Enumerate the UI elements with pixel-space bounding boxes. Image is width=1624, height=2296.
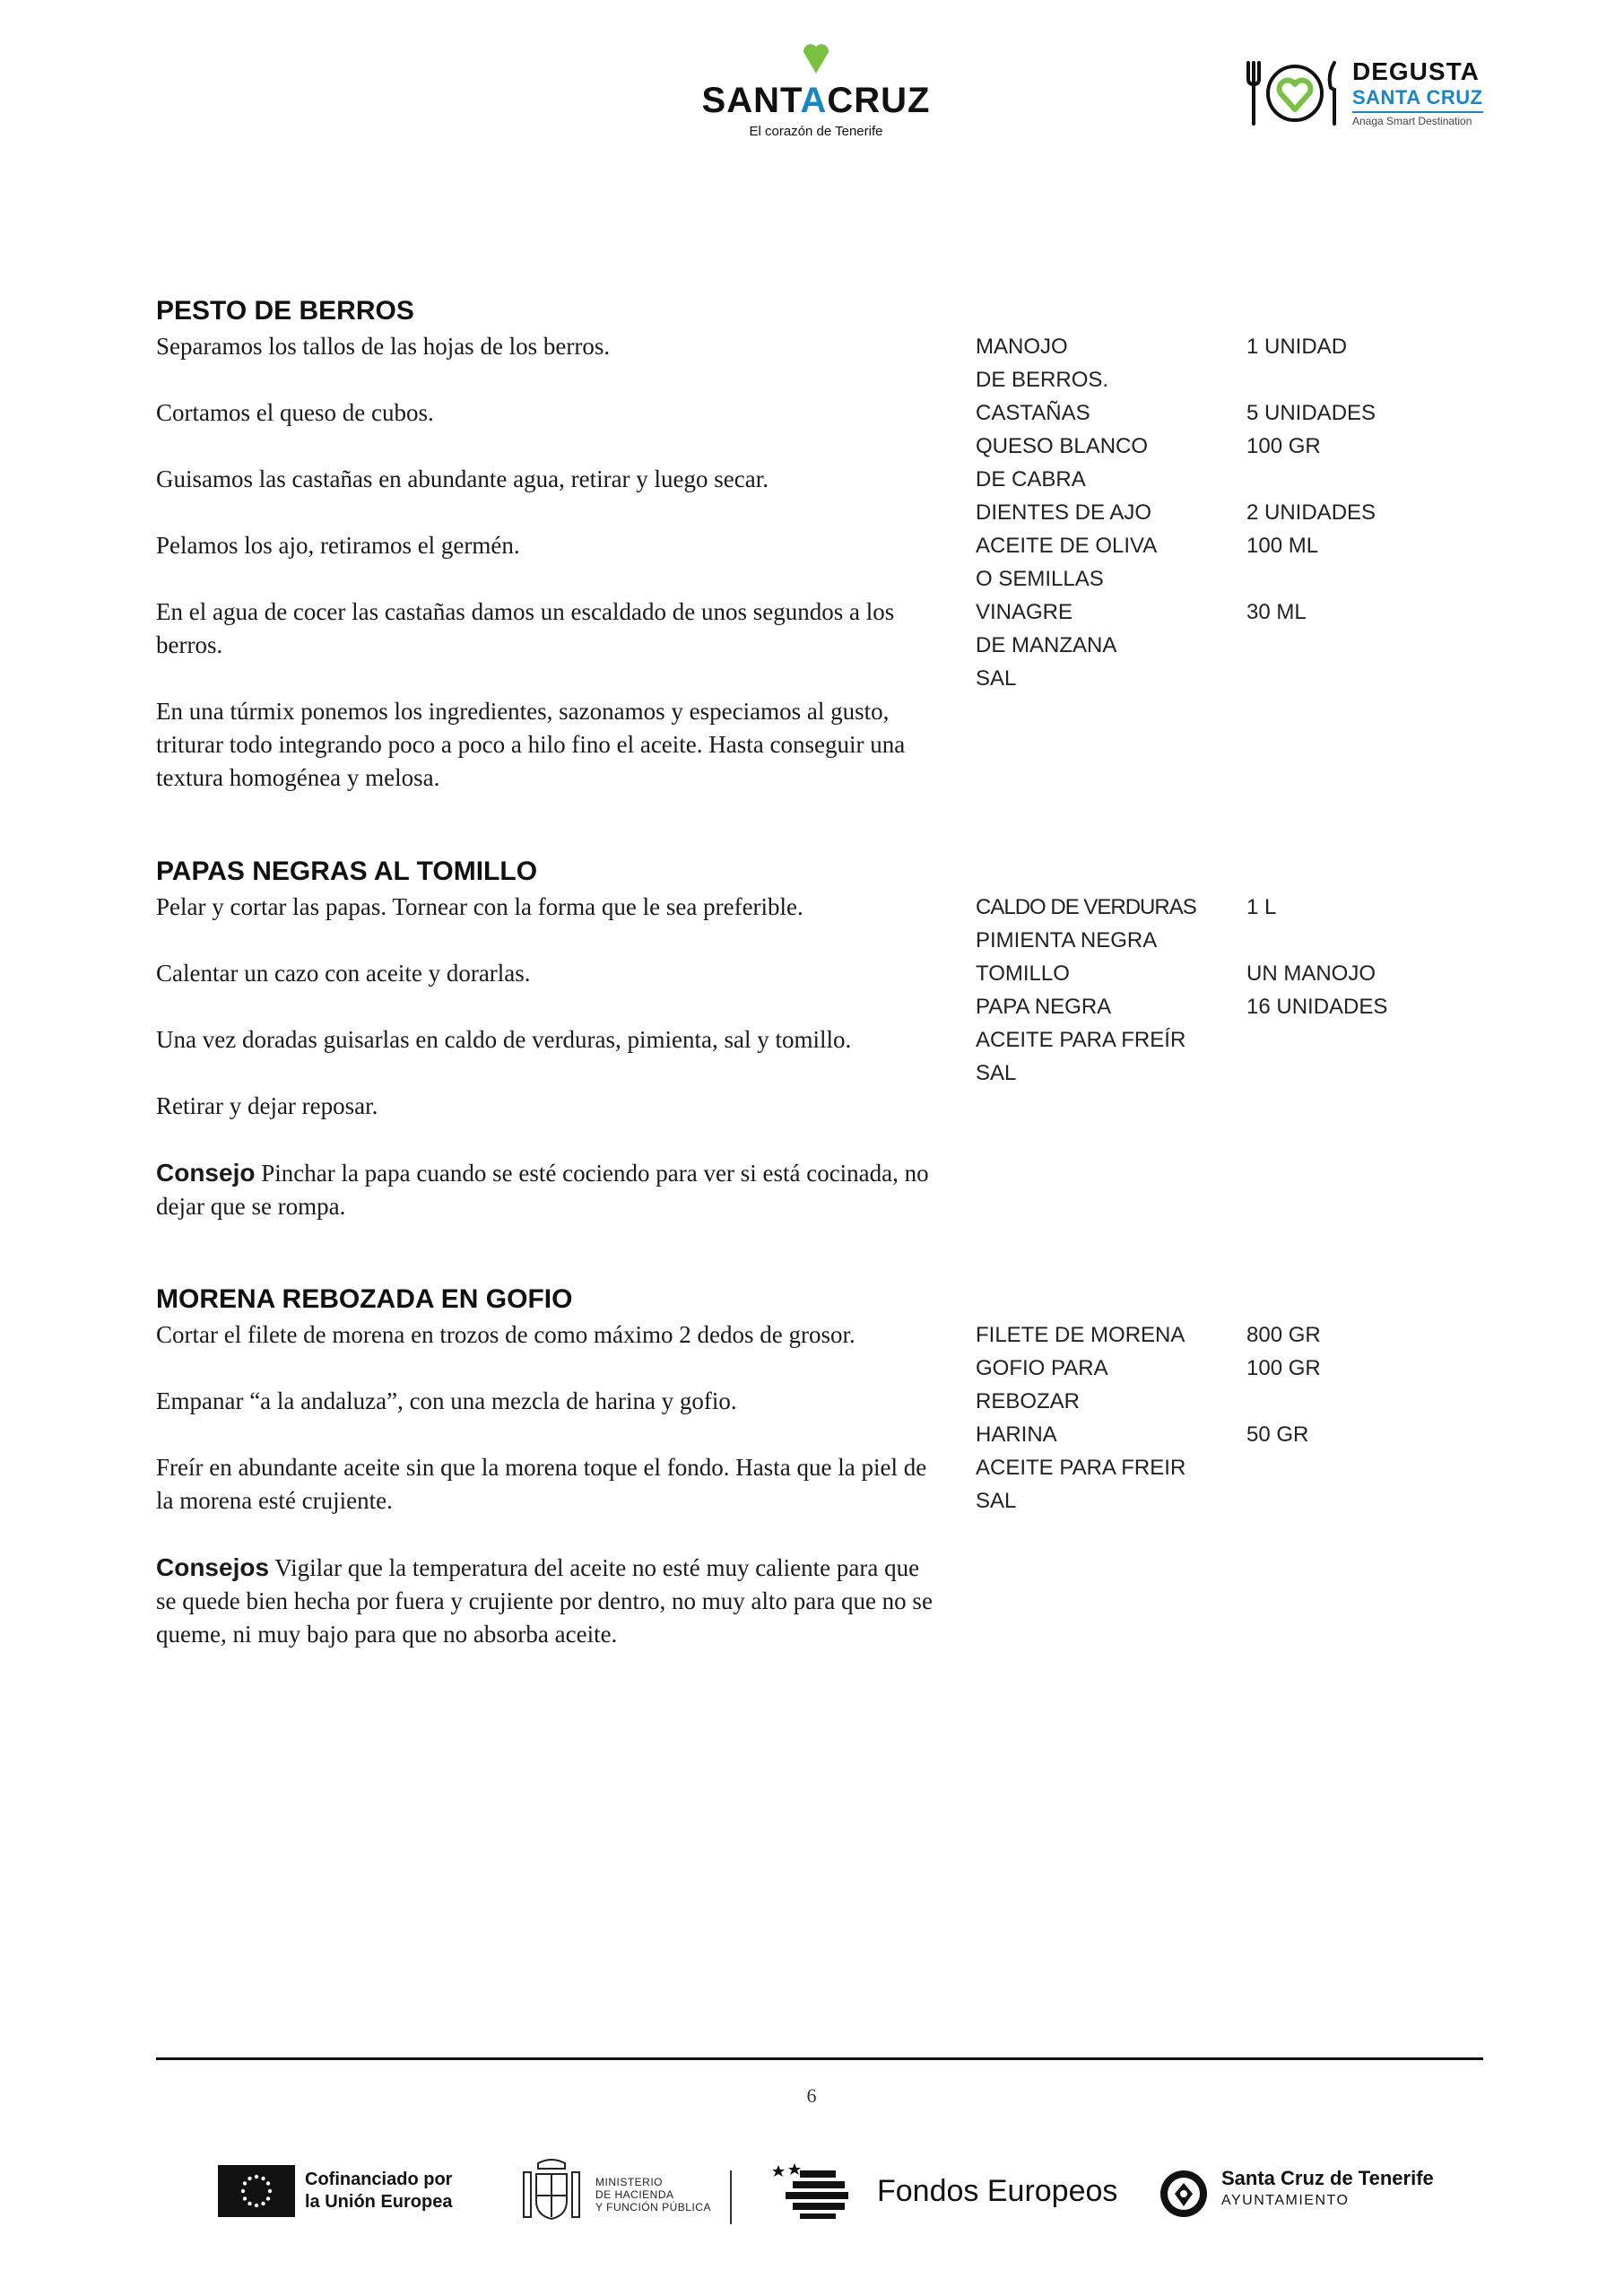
recipe-step: Separamos los tallos de las hojas de los berros. [156, 333, 611, 360]
ingredient-row [976, 396, 1478, 430]
tip-text: Vigilar que la temperatura del aceite no esté muy caliente para que se quede bien hecha por fuera y crujiente por dentro, no muy alto para que no se queme, ni muy bajo para que no absorba aceite. [156, 1554, 933, 1648]
ingredient-row [976, 662, 1478, 695]
recipe-steps [156, 891, 945, 1223]
ingredient-name: ACEITE PARA FREÍR [976, 1028, 1186, 1052]
ingredient-row [976, 957, 1478, 990]
recipe-step: En una túrmix ponemos los ingredientes, sazonamos y especiamos al gusto, triturar todo integrando poco a poco a hilo fino el aceite. Hasta conseguir una textura homogénea y melosa. [156, 698, 906, 791]
ingredient-row [976, 1385, 1478, 1418]
ingredient-qty: 30 ML [1246, 600, 1307, 624]
ingredient-qty [1246, 363, 1478, 396]
logo-divider [730, 2170, 732, 2224]
ingredient-row [976, 496, 1478, 529]
footer-divider [156, 2057, 1483, 2060]
ingredient-qty: 100 GR [1246, 1356, 1321, 1380]
ingredient-name: REBOZAR [976, 1389, 1081, 1413]
ingredient-row [976, 330, 1478, 363]
ingredient-row [976, 990, 1478, 1023]
tip-label: Consejo [156, 1159, 256, 1187]
recipe-title: MORENA REBOZADA EN GOFIO [156, 1284, 573, 1314]
recipe-step: Retirar y dejar reposar. [156, 1092, 378, 1119]
ingredient-qty [1246, 662, 1478, 695]
ingredient-qty: 1 L [1246, 895, 1277, 919]
ingredient-qty [1246, 924, 1478, 957]
degusta-subtitle: SANTA CRUZ [1352, 86, 1483, 109]
ingredient-name: TOMILLO [976, 961, 1070, 986]
ingredient-name: PAPA NEGRA [976, 995, 1112, 1019]
ingredient-row [976, 463, 1478, 496]
ingredient-name: SAL [976, 1489, 1017, 1513]
ingredient-qty: 1 UNIDAD [1246, 335, 1348, 359]
ingredient-list [976, 1318, 1478, 1518]
recipe-tip [156, 1551, 945, 1651]
ingredient-name: HARINA [976, 1422, 1057, 1447]
eu-cofinanced-text: Cofinanciado por la Unión Europea [305, 2170, 453, 2212]
ingredient-row [976, 1023, 1478, 1057]
ingredient-qty [1246, 562, 1478, 596]
ingredient-list [976, 891, 1478, 1090]
ingredient-list [976, 330, 1478, 695]
ingredient-row [976, 629, 1478, 662]
ingredient-row [976, 1484, 1478, 1518]
ingredient-qty: UN MANOJO [1246, 961, 1376, 986]
ingredient-qty [1246, 629, 1478, 662]
ayuntamiento-badge-icon [1159, 2169, 1209, 2219]
recipe-steps [156, 1318, 945, 1651]
ingredient-row [976, 1418, 1478, 1451]
fondos-europeos-text: Fondos Europeos [877, 2174, 1118, 2208]
ingredient-name: SAL [976, 1061, 1017, 1085]
ingredient-name: QUESO BLANCO [976, 434, 1149, 458]
ingredient-name: DE MANZANA [976, 633, 1117, 657]
ingredient-name: SAL [976, 666, 1017, 691]
ministry-text: MINISTERIO DE HACIENDA Y FUNCIÓN PÚBLICA [595, 2176, 711, 2213]
ingredient-row [976, 1352, 1478, 1385]
recipe-steps [156, 330, 945, 795]
tip-text: Pinchar la papa cuando se esté cociendo para ver si está cocinada, no dejar que se rompa. [156, 1160, 929, 1220]
ingredient-row [976, 924, 1478, 957]
santa-cruz-logo [699, 39, 933, 138]
ingredient-row [976, 1451, 1478, 1484]
degusta-tagline: Anaga Smart Destination [1352, 111, 1483, 126]
plate-cutlery-icon [1245, 57, 1345, 129]
recipe-step: Calentar un cazo con aceite y dorarlas. [156, 960, 531, 987]
ingredient-name: O SEMILLAS [976, 567, 1104, 591]
ingredient-row [976, 1057, 1478, 1090]
recipe-step: Cortamos el queso de cubos. [156, 399, 434, 426]
ingredient-name: FILETE DE MORENA [976, 1323, 1185, 1347]
spain-coat-of-arms-icon [520, 2156, 583, 2224]
ingredient-name: DE CABRA [976, 467, 1086, 491]
degusta-logo [1245, 57, 1496, 138]
ingredient-name: CASTAÑAS [976, 401, 1090, 425]
ingredient-row [976, 596, 1478, 629]
ingredient-qty: 800 GR [1246, 1323, 1321, 1347]
ingredient-name: MANOJO [976, 335, 1068, 359]
ayuntamiento-text: Santa Cruz de Tenerife AYUNTAMIENTO [1221, 2167, 1434, 2208]
recipe-step: Pelar y cortar las papas. Tornear con la forma que le sea preferible. [156, 893, 803, 920]
ingredient-qty: 16 UNIDADES [1246, 995, 1388, 1019]
eu-flag-icon [218, 2165, 295, 2217]
recipe-step: Empanar “a la andaluza”, con una mezcla de harina y gofio. [156, 1387, 737, 1414]
recipe-step: Cortar el filete de morena en trozos de como máximo 2 dedos de grosor. [156, 1321, 855, 1348]
ingredient-qty: 50 GR [1246, 1422, 1309, 1447]
recipe-title: PAPAS NEGRAS AL TOMILLO [156, 857, 538, 886]
ingredient-qty [1246, 1451, 1478, 1484]
ingredient-name: CALDO DE VERDURAS [976, 895, 1196, 919]
degusta-title: DEGUSTA [1352, 57, 1480, 85]
recipe-step: Una vez doradas guisarlas en caldo de verduras, pimienta, sal y tomillo. [156, 1026, 852, 1053]
ingredient-name: DE BERROS. [976, 368, 1109, 392]
ingredient-row [976, 1318, 1478, 1352]
santa-cruz-wordmark: SANTACRUZ [701, 81, 931, 120]
recipe-tip [156, 1156, 945, 1223]
ingredient-name: VINAGRE [976, 600, 1073, 624]
recipe-step: Guisamos las castañas en abundante agua, retirar y luego secar. [156, 465, 769, 492]
ingredient-qty: 5 UNIDADES [1246, 401, 1376, 425]
page-number: 6 [806, 2084, 817, 2107]
ingredient-qty [1246, 1484, 1478, 1518]
ingredient-qty: 2 UNIDADES [1246, 500, 1376, 525]
ingredient-qty [1246, 463, 1478, 496]
ingredient-qty: 100 ML [1246, 534, 1319, 558]
santa-cruz-tagline: El corazón de Tenerife [749, 124, 883, 139]
ingredient-name: PIMIENTA NEGRA [976, 928, 1158, 952]
fondos-europeos-mark-icon [773, 2160, 863, 2221]
tip-label: Consejos [156, 1553, 270, 1581]
ingredient-qty: 100 GR [1246, 434, 1321, 458]
recipe-step: Freír en abundante aceite sin que la morena toque el fondo. Hasta que la piel de la morena esté crujiente. [156, 1454, 927, 1514]
heart-pin-icon [800, 39, 832, 75]
ingredient-row [976, 529, 1478, 562]
recipe-title: PESTO DE BERROS [156, 296, 414, 326]
ingredient-qty [1246, 1023, 1478, 1057]
ingredient-qty [1246, 1385, 1478, 1418]
ingredient-row [976, 430, 1478, 463]
ingredient-row [976, 363, 1478, 396]
ingredient-name: GOFIO PARA [976, 1356, 1108, 1380]
ingredient-name: ACEITE PARA FREIR [976, 1456, 1186, 1480]
ingredient-row [976, 891, 1478, 924]
recipe-step: En el agua de cocer las castañas damos un escaldado de unos segundos a los berros. [156, 598, 895, 658]
ingredient-name: ACEITE DE OLIVA [976, 534, 1158, 558]
ingredient-row [976, 562, 1478, 596]
ingredient-qty [1246, 1057, 1478, 1090]
recipe-step: Pelamos los ajo, retiramos el germén. [156, 532, 520, 559]
ingredient-name: DIENTES DE AJO [976, 500, 1152, 525]
